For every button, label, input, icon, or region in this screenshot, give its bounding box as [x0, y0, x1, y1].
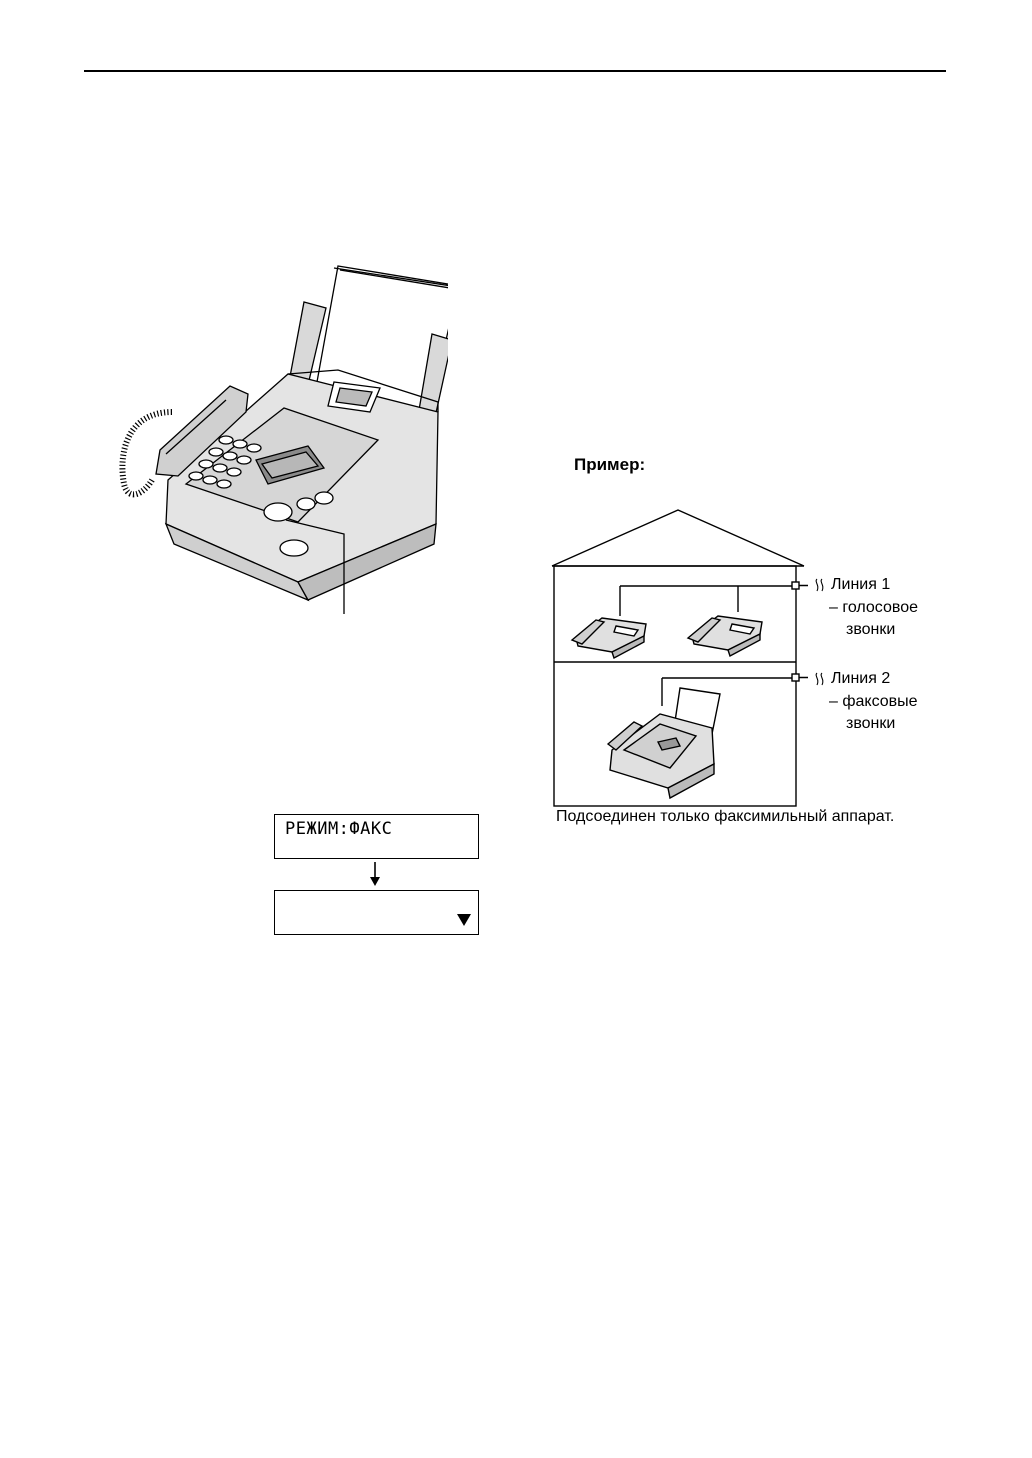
fax-machine-icon — [608, 688, 720, 798]
diagram-caption: Подсоединен только факсимильный аппарат. — [556, 808, 895, 825]
lcd-mode-text: РЕЖИМ:ФАКС — [285, 819, 393, 839]
roof-outline — [552, 510, 804, 566]
line1-description-cont: звонки — [846, 621, 896, 638]
lcd-display-next — [274, 890, 479, 935]
telephone-icon — [688, 616, 762, 656]
example-label: Пример: — [574, 455, 646, 474]
fax-machine-illustration — [108, 262, 448, 622]
line1-label: Линия 1 — [831, 576, 891, 593]
top-rule — [84, 70, 946, 72]
lcd-display-mode — [274, 814, 479, 859]
down-triangle-icon — [457, 914, 471, 926]
telephone-icon — [572, 618, 646, 658]
down-arrow-icon — [368, 862, 382, 888]
line2-label: Линия 2 — [831, 670, 891, 687]
line-wave-icon — [814, 672, 826, 686]
line2-description-cont: звонки — [846, 715, 896, 732]
line1-description: – голосовое — [829, 599, 918, 616]
line2-description: – факсовые — [829, 693, 918, 710]
house-diagram — [548, 508, 808, 808]
line-wave-icon — [814, 578, 826, 592]
